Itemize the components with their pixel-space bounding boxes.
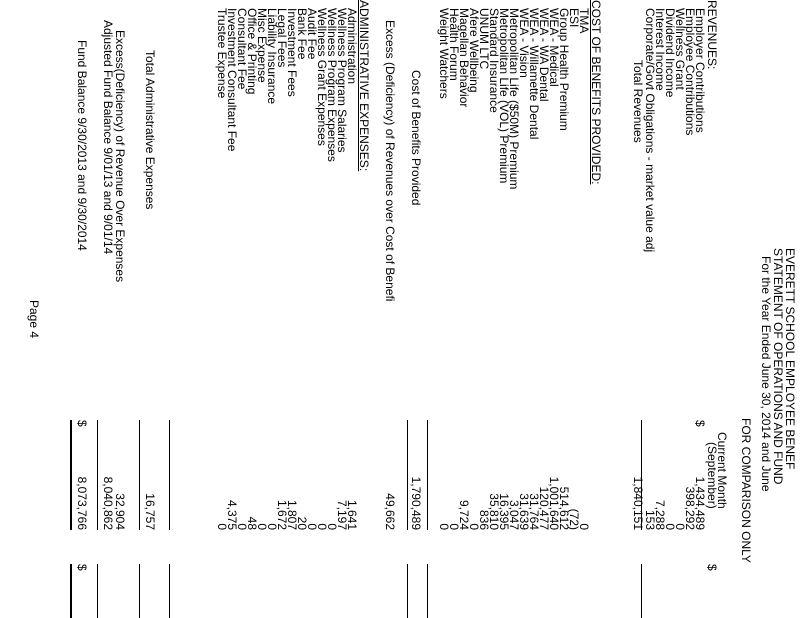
- row-value: 0: [437, 523, 451, 530]
- admin-total-label: Total Administrative Expenses: [143, 50, 157, 210]
- row-value: 4,375: [225, 499, 239, 530]
- row-value: 1,001,640: [547, 476, 561, 530]
- row-value: 20: [295, 516, 309, 530]
- col2-rule-4: [169, 564, 170, 618]
- row-label: Group Health Premium: [557, 8, 571, 131]
- row-label: Administration: [345, 8, 359, 85]
- row-value: 0: [235, 523, 249, 530]
- row-label: ESI: [567, 8, 581, 28]
- row-label: Misc Expense: [255, 8, 269, 83]
- row-value: 1,641: [345, 499, 359, 530]
- row-value: 0: [305, 523, 319, 530]
- row-label: Office & Printing: [245, 8, 259, 95]
- row-label: Audit Fee: [305, 8, 319, 60]
- col2-rule-5: [139, 564, 140, 618]
- fund-balance-dollar: $: [75, 420, 89, 427]
- col2-rule-3: [407, 564, 408, 618]
- admin-total-value: 16,757: [143, 493, 157, 530]
- col2-rule-2: [427, 564, 428, 618]
- row-label: Metropolitan Life (VOL) Premium: [497, 8, 511, 184]
- fund-balance-value: 8,073,766: [75, 476, 89, 530]
- total-revenues-label: Total Revenues: [631, 60, 645, 143]
- row-value: 3,047: [507, 499, 521, 530]
- row-value: 514,612: [557, 486, 571, 530]
- row-label: Interest Income: [653, 8, 667, 91]
- excess2-value: 32,904: [113, 493, 127, 530]
- rule-admin-2: [139, 420, 140, 530]
- org-title: EVERETT SCHOOL EMPLOYEE BENEF: [783, 248, 797, 470]
- row-value: 0: [673, 523, 687, 530]
- rule-fund: [97, 420, 98, 530]
- excess-label: Excess (Deficiency) of Revenues over Cost of Benefi: [383, 20, 397, 302]
- rule-admin: [169, 420, 170, 530]
- row-value: (72): [567, 508, 581, 530]
- total-revenues-value: 1,840,151: [631, 476, 645, 530]
- row-value: 0: [255, 523, 269, 530]
- rule-excess: [407, 420, 408, 530]
- row-value: 153: [643, 509, 657, 530]
- row-value: 9,724: [457, 499, 471, 530]
- row-label: Bank Fee: [295, 8, 309, 60]
- row-label: WEA - Medical: [547, 8, 561, 87]
- row-label: Weight Watchers: [437, 8, 451, 99]
- row-label: WEA - WA Dental: [537, 8, 551, 102]
- row-value: 0: [325, 523, 339, 530]
- row-label: UNUM LTC: [477, 8, 491, 70]
- row-value: 35,810: [487, 493, 501, 530]
- row-value: 120,477: [537, 486, 551, 530]
- row-label: Magellan Behavior: [457, 8, 471, 108]
- row-value: 836: [477, 509, 491, 530]
- row-value: 1,434,489: [693, 476, 707, 530]
- row-value: 1,672: [275, 499, 289, 530]
- row-label: Legal Fees: [275, 8, 289, 68]
- row-value: 0: [315, 523, 329, 530]
- adjusted-label: Adjusted Fund Balance 9/01/13 and 9/01/14: [101, 20, 115, 255]
- row-label: Investment Fees: [285, 8, 299, 97]
- row-label: Employer Contributions: [693, 8, 707, 133]
- row-label: Wellness Program Expenses: [325, 8, 339, 162]
- row-dollar-sign: $: [693, 420, 707, 427]
- row-value: 0: [447, 523, 461, 530]
- row-label: WEA - Willamette Dental: [527, 8, 541, 140]
- row-value: 0: [265, 523, 279, 530]
- row-value: 0: [467, 523, 481, 530]
- row-label: Trustee Expense: [215, 8, 229, 99]
- row-label: Investment Consultant Fee: [225, 8, 239, 152]
- row-value: 1,807: [285, 499, 299, 530]
- row-label: Health Forum: [447, 8, 461, 81]
- row-label: WEA - Vision: [517, 8, 531, 78]
- row-value: 31,764: [527, 493, 541, 530]
- row-value: 398,292: [683, 486, 697, 530]
- row-value: 7,197: [335, 499, 349, 530]
- comparison-note: FOR COMPARISON ONLY: [739, 418, 753, 563]
- col2-rule-6: [97, 564, 98, 618]
- fund-balance-label: Fund Balance 9/30/2013 and 9/30/2014: [75, 40, 89, 251]
- row-label: Consultant Fee: [235, 8, 249, 90]
- column-header-current-month: Current Month: [715, 432, 729, 509]
- excess-value: 49,662: [383, 493, 397, 530]
- col2-rule-1: [641, 564, 642, 618]
- row-label: Wellness Grant Expenses: [315, 8, 329, 146]
- rule-cost: [427, 420, 428, 530]
- row-label: Afere Wellbeing: [467, 8, 481, 93]
- statement-title: STATEMENT OF OPERATIONS AND FUND: [771, 248, 785, 485]
- row-value: 0: [577, 523, 591, 530]
- adjusted-value: 8,040,862: [101, 476, 115, 530]
- column-header-september: (September): [705, 442, 719, 509]
- section-administrative: ADMINISTRATIVE EXPENSES:: [357, 0, 371, 172]
- row-value: 0: [663, 523, 677, 530]
- section-revenues: REVENUES:: [705, 0, 719, 70]
- cost-total-value: 1,790,489: [409, 476, 423, 530]
- row-value: 31,639: [517, 493, 531, 530]
- row-label: Standard Insurance: [487, 8, 501, 113]
- row-value: 16,395: [497, 493, 511, 530]
- row-value: 48: [245, 516, 259, 530]
- period-title: For the Year Ended June 30, 2014 and June: [759, 256, 773, 492]
- row-label: Wellness Program Salaries: [335, 8, 349, 153]
- row-value: 0: [215, 523, 229, 530]
- row-label: Employee Contributions: [683, 8, 697, 136]
- row-value: 7,288: [653, 499, 667, 530]
- excess2-label: Excess(Deficiency) of Revenue Over Expenses: [113, 30, 127, 283]
- row-label: Dividend Income: [663, 8, 677, 98]
- row-label: Corporate/Govt Obligations - market value adj: [643, 8, 657, 253]
- col2-fund-dollar: $: [75, 564, 89, 571]
- page-number: Page 4: [27, 300, 41, 339]
- row-label: Liability Insurance: [265, 8, 279, 105]
- row-label: Metropolitan Life ($50M) Premium: [507, 8, 521, 190]
- cost-total-label: Cost of Benefits Provided: [409, 70, 423, 206]
- column-header-dollar-sign: $: [705, 564, 719, 571]
- col2-double-rule: [70, 564, 72, 618]
- section-cost-of-benefits: COST OF BENEFITS PROVIDED:: [589, 0, 603, 185]
- row-label: TMA: [577, 8, 591, 34]
- double-rule-fund: [70, 420, 72, 530]
- row-label: Wellness Grant: [673, 8, 687, 90]
